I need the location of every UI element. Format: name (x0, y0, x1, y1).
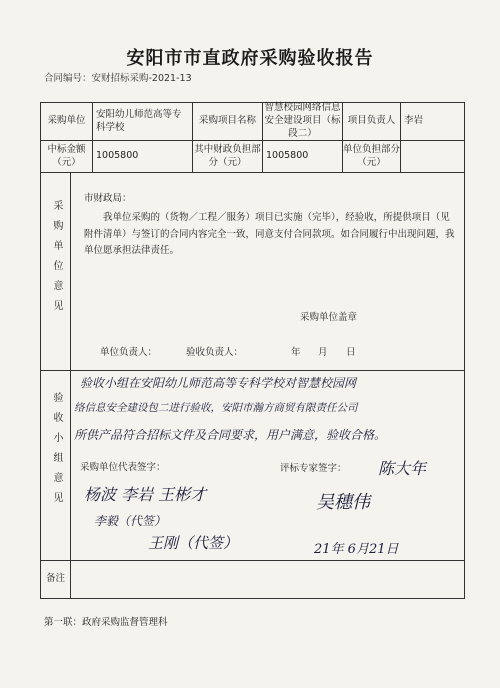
rep-signature-3: 王刚（代签） (148, 534, 239, 552)
side-column-border (70, 172, 71, 598)
row2-bottom-border (40, 172, 465, 173)
handwritten-line-3: 所供产品符合招标文件及合同要求，用户满意，验收合格。 (74, 428, 387, 442)
date-year: 年 (291, 347, 301, 358)
amount-value: 1005800 (96, 150, 139, 162)
unit-label: 采购单位 (47, 115, 86, 127)
expert-signature-2: 吴穗伟 (316, 492, 370, 513)
group-side-label: 验收小组意见 (51, 392, 62, 512)
opinion-side-label: 采购单位意见 (51, 200, 62, 320)
project-label: 采购项目名称 (198, 115, 256, 127)
expert-signature-1: 陈大年 (378, 459, 427, 478)
report-title: 安阳市市直政府采购验收报告 (126, 48, 374, 69)
table-right-border (464, 102, 465, 598)
rep-signature-2: 李毅（代签） (94, 514, 167, 528)
fiscal-label: 其中财政负担部分（元） (194, 143, 261, 168)
expert-sign-label: 评标专家签字： (280, 463, 347, 474)
inspection-leader-signature: 验收负责人： (186, 347, 244, 358)
table-left-border (40, 102, 41, 598)
group-bottom-border (40, 560, 465, 561)
rep-sign-label: 采购单位代表签字： (80, 462, 166, 473)
amount-label: 中标金额（元） (47, 143, 86, 168)
col-divider-5 (400, 102, 401, 172)
date-day: 日 (346, 347, 356, 358)
opinion-bottom-border (40, 370, 465, 371)
group-signature-date: 21年 6月21日 (314, 542, 399, 557)
contract-number: 合同编号：安财招标采购-2021-13 (44, 73, 192, 84)
handwritten-line-2: 络信息安全建设包二进行验收，安阳市瀚方商贸有限责任公司 (74, 402, 358, 414)
fiscal-value: 1005800 (266, 150, 309, 162)
handwritten-line-1: 验收小组在安阳幼儿师范高等专科学校对智慧校园网 (80, 376, 357, 390)
rep-signature-1: 杨波 李岩 王彬才 (84, 485, 207, 504)
unit-seal: 采购单位盖章 (300, 312, 358, 323)
col-divider-1 (92, 102, 93, 172)
opinion-addressee: 市财政局： (84, 193, 132, 204)
col-divider-3 (262, 102, 263, 172)
copy-note: 第一联：政府采购监督管理科 (44, 617, 168, 628)
unit-leader-signature: 单位负责人： (100, 347, 158, 358)
opinion-body: 我单位采购的（货物／工程／服务）项目已实施（完毕），经验收，所提供项目（见附件清单）与签订的合同内容完全一致，同意支付合同款项。如合同履行中出现问题，我单位愿承担法律责任。 (84, 212, 455, 257)
date-month: 月 (318, 347, 328, 358)
unit-value: 安阳幼儿师范高等专科学校 (96, 108, 182, 133)
leader-label: 项目负责人 (347, 115, 396, 127)
self-value (404, 141, 462, 172)
table-bottom-border (40, 598, 465, 599)
remarks-label: 备注 (45, 573, 65, 585)
leader-value: 李岩 (404, 115, 424, 127)
self-label: 单位负担部分（元） (343, 143, 401, 168)
project-value: 智慧校园网络信息安全建设项目（标段二） (264, 102, 341, 139)
